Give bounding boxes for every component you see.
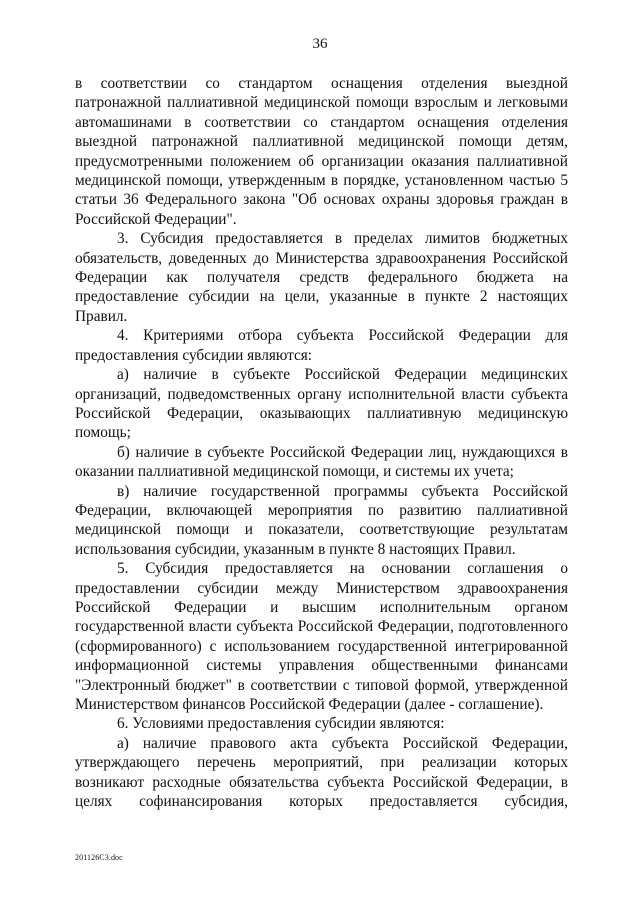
paragraph-continuation: в соответствии со стандартом оснащения отделения выездной патронажной паллиативной медицинской помощи взрослым и легковыми автомашинами в соответствии со стандартом оснащения отделения выездной патронажной паллиативной медицинской помощи детям, предусмотренными положением об организации оказания паллиативной медицинской помощи, утвержденным в порядке, установленном частью 5 статьи 36 Федерального закона "Об основах охраны здоровья граждан в Российской Федерации".	[75, 75, 568, 228]
paragraph-item-4a: а) наличие в субъекте Российской Федерации медицинских организаций, подведомственных органу исполнительной власти субъекта Российской Федерации, оказывающих паллиативную медицинскую помощь;	[75, 366, 568, 442]
paragraph-item-6a: а) наличие правового акта субъекта Российской Федерации, утверждающего перечень мероприятий, при реализации которых возникают расходные обязательства субъекта Российской Федерации, в целях софинансирования которых предоставляется субсидия,	[75, 734, 568, 811]
document-body	[75, 74, 568, 811]
paragraph-item-5: 5. Субсидия предоставляется на основании соглашения о предоставлении субсидии между Министерством здравоохранения Российской Федерации и высшим исполнительным органом государственной власти субъекта Российской Федерации, подготовленного (сформированного) с использованием государственной интегрированной информационной системы управления общественными финансами "Электронный бюджет" в соответствии с типовой формой, утвержденной Министерством финансов Российской Федерации (далее - соглашение).	[75, 560, 568, 713]
paragraph-item-4: 4. Критериями отбора субъекта Российской Федерации для предоставления субсидии являются:	[75, 327, 568, 364]
paragraph-item-6: 6. Условиями предоставления субсидии являются:	[117, 715, 445, 733]
page-number: 36	[312, 36, 328, 52]
paragraph-item-4b: б) наличие в субъекте Российской Федерации лиц, нуждающихся в оказании паллиативной медицинской помощи, и системы их учета;	[75, 443, 568, 481]
paragraph-item-3: 3. Субсидия предоставляется в пределах лимитов бюджетных обязательств, доведенных до Министерства здравоохранения Российской Федерации как получателя средств федерального бюджета на предоставление субсидии на цели, указанные в пункте 2 настоящих Правил.	[75, 230, 568, 325]
paragraph-item-4c: в) наличие государственной программы субъекта Российской Федерации, включающей мероприятия по развитию паллиативной медицинской помощи и показатели, соответствующие результатам использования субсидии, указанным в пункте 8 настоящих Правил.	[75, 482, 568, 558]
footer-file-code: 201126C3.doc	[75, 853, 123, 862]
